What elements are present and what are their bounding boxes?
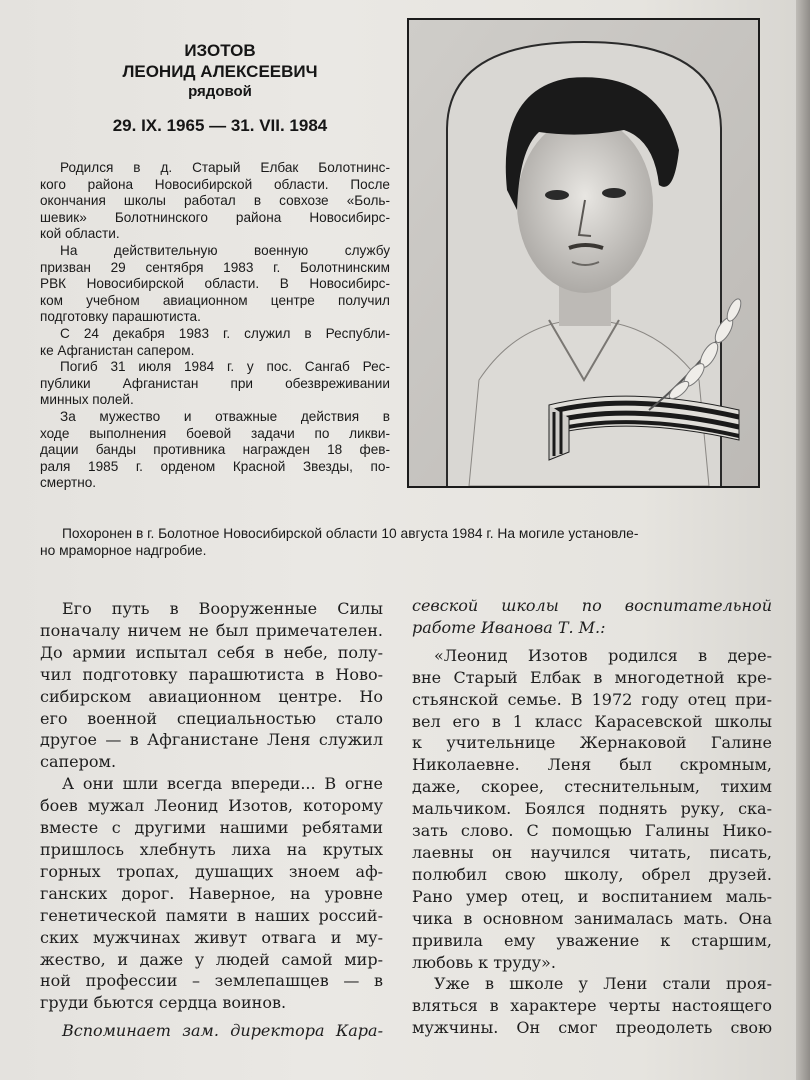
text-line: Вспоминает зам. директора Кара- [62, 1021, 383, 1041]
bio-line: На действительную военную службу [60, 242, 390, 258]
text-line: ганских дорог. Наверное, на уровне [40, 883, 383, 903]
bio-line: ком учебном авиационном центре получил [40, 292, 390, 308]
bio-line: кой области. [40, 226, 120, 242]
memorial-header [70, 40, 370, 136]
text-line: к учительнице Жернаковой Галине [412, 733, 772, 753]
text-line: генетической памяти в наших россий- [40, 905, 383, 925]
text-line: его военной специальностью стало [40, 708, 383, 728]
text-line: чил подготовку парашютиста в Ново- [40, 664, 383, 684]
bio-line: ходе выполнения боевой задачи по ликви- [40, 425, 390, 441]
article-column-right [412, 595, 772, 1039]
text-line: мужчины. Он смог преодолеть свою [412, 1018, 772, 1038]
portrait-photo [407, 18, 760, 488]
text-line: зать слово. С помощью Галины Нико- [412, 821, 772, 841]
bio-line: Погиб 31 июля 1984 г. у пос. Сангаб Рес- [60, 359, 390, 375]
text-line: груди бьются сердца воинов. [40, 993, 287, 1013]
burial-line: но мраморное надгробие. [40, 543, 207, 558]
text-line: ских мужчинах живут отвага и му- [40, 927, 383, 947]
text-line: поначалу ничем не был примечателен. [40, 620, 383, 640]
text-line: чика в основном занималась мать. Она [412, 908, 772, 928]
text-line: работе Иванова Т. М.: [412, 617, 606, 637]
text-line: другое — в Афганистане Леня служил [40, 730, 383, 750]
text-line: Рано умер отец, и воспитанием маль- [412, 886, 772, 906]
bio-line: С 24 декабря 1983 г. служил в Республи- [60, 325, 390, 341]
life-dates: 29. IX. 1965 — 31. VII. 1984 [112, 116, 328, 135]
bio-line: кого района Новосибирской области. После [40, 176, 390, 192]
portrait-image [409, 20, 758, 486]
bio-line: шевик» Болотнинского района Новосибирс- [40, 209, 390, 225]
text-line: лаевны он научился читать, писать, [412, 842, 772, 862]
bio-line: призван 29 сентября 1983 г. Болотнинским [40, 259, 390, 275]
text-line: жество, и даже у людей самой мир- [40, 949, 383, 969]
burial-note [40, 525, 800, 559]
text-line: ной профессии – землепашцев — в [40, 971, 383, 991]
text-line: боев мужал Леонид Изотов, которому [40, 796, 383, 816]
bio-line: Родился в д. Старый Елбак Болотнинс- [60, 160, 390, 175]
bio-line: За мужество и отважные действия в [60, 408, 390, 424]
text-line: Николаевне. Леня был скромным, [412, 755, 772, 775]
text-line: А они шли всегда впереди... В огне [62, 774, 383, 794]
text-line: пришлось хлебнуть лиха на крутых [40, 839, 383, 859]
text-line: «Леонид Изотов родился в дере- [434, 645, 772, 665]
article-column-left [40, 598, 383, 1042]
text-line: вместе с другими нашими ребятами [40, 818, 383, 838]
bio-line: публики Афганистан при обезвреживании [40, 375, 390, 391]
surname: ИЗОТОВ [184, 41, 256, 60]
bio-line: раля 1985 г. орденом Красной Звезды, по- [40, 458, 390, 474]
bio-line: окончания школы работал в совхозе «Боль- [40, 193, 390, 209]
biography-block [40, 160, 390, 492]
bio-line: подготовку парашютиста. [40, 309, 201, 325]
text-line: сапером. [40, 752, 117, 772]
bio-line: ке Афганистан сапером. [40, 342, 195, 358]
text-line: вляться в характере черты настоящего [412, 996, 772, 1016]
given-name: ЛЕОНИД АЛЕКСЕЕВИЧ [122, 62, 318, 81]
text-line: вел его в 1 класс Карасевской школы [412, 711, 772, 731]
text-line: привила ему уважение к старшим, [412, 930, 772, 950]
text-line: стьянской семье. В 1972 году отец при- [412, 689, 772, 709]
bio-line: смертно. [40, 475, 97, 491]
text-line: горных тропах, душащих зноем аф- [40, 861, 383, 881]
text-line: До армии испытал себя в небе, полу- [40, 642, 383, 662]
bio-line: РВК Новосибирской области. В Новосибирс- [40, 276, 390, 292]
text-line: Уже в школе у Лени стали проя- [434, 974, 772, 994]
text-line: полюбил свою школу, обрел друзей. [412, 864, 772, 884]
text-line: мальчиком. Боялся поднять руку, ска- [412, 799, 772, 819]
text-line: сибирском авиационном центре. Но [40, 686, 383, 706]
bio-line: дации банды противника награжден 18 фев- [40, 442, 390, 458]
bio-line: минных полей. [40, 392, 134, 408]
book-binding [796, 0, 810, 1080]
text-line: севской школы по воспитательной [412, 596, 772, 615]
text-line: даже, скорее, стеснительным, тихим [412, 777, 772, 797]
text-line: любовь к труду». [412, 952, 556, 972]
rank: рядовой [188, 83, 252, 100]
burial-line: Похоронен в г. Болотное Новосибирской области 10 августа 1984 г. На могиле установле- [62, 526, 639, 541]
text-line: вне Старый Елбак в многодетной кре- [412, 667, 772, 687]
text-line: Его путь в Вооруженные Силы [62, 599, 383, 618]
